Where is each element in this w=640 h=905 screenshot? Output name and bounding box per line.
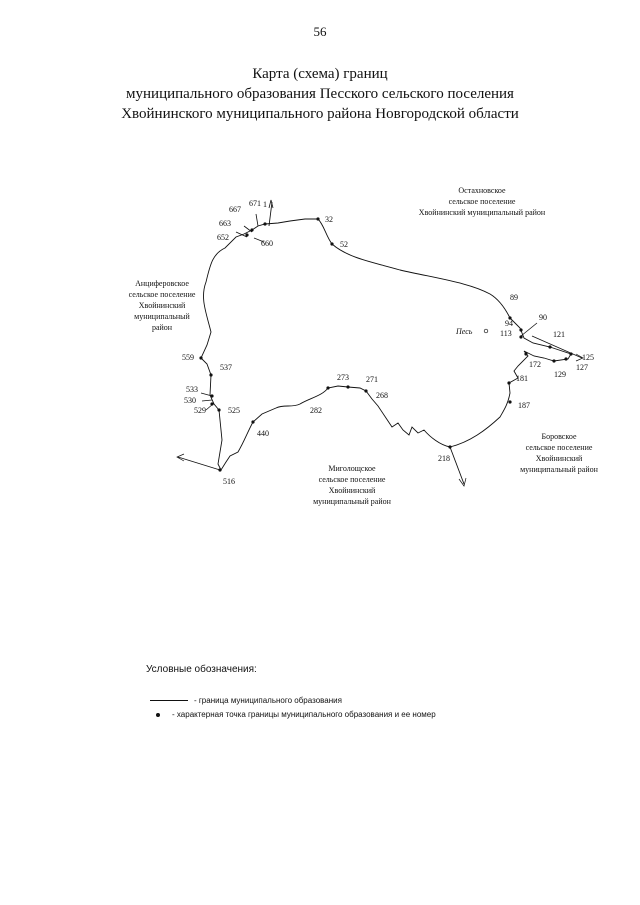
point-label-89: 89 xyxy=(510,293,518,302)
settlement-label: Песь xyxy=(456,327,473,336)
point-marker-533 xyxy=(210,394,213,397)
point-label-32: 32 xyxy=(325,215,333,224)
neighbor-east-line-2: сельское поселение xyxy=(525,443,593,452)
point-label-282: 282 xyxy=(310,406,322,415)
point-label-671: 671 xyxy=(249,199,261,208)
title-line-1: Карта (схема) границ xyxy=(252,66,388,82)
spur-90 xyxy=(521,323,537,336)
neighbor-west-line-3: Хвойнинский xyxy=(138,301,186,310)
point-marker-537 xyxy=(209,373,212,376)
point-label-533: 533 xyxy=(186,385,198,394)
point-label-90: 90 xyxy=(539,313,547,322)
point-marker-181 xyxy=(507,381,510,384)
legend-line-symbol xyxy=(150,700,188,701)
legend-boundary-text: - граница муниципального образования xyxy=(194,696,342,705)
legend-point-row xyxy=(150,710,436,719)
neighbor-south-line-2: сельское поселение xyxy=(318,475,386,484)
neighbor-west-line-4: муниципальный xyxy=(134,312,190,321)
title-line-3: Хвойнинского муниципального района Новгородской области xyxy=(121,106,519,122)
legend-heading: Условные обозначения: xyxy=(146,664,257,675)
neighbor-west-line-1: Анциферовское xyxy=(135,279,189,288)
neighbor-north-line-3: Хвойнинский муниципальный район xyxy=(418,208,546,217)
neighbor-south-label xyxy=(313,464,392,506)
point-marker-440 xyxy=(251,420,254,423)
point-label-525: 525 xyxy=(228,406,240,415)
point-label-181: 181 xyxy=(516,374,528,383)
point-label-52: 52 xyxy=(340,240,348,249)
point-label-667: 667 xyxy=(229,205,241,214)
legend-point-symbol xyxy=(156,713,160,717)
point-marker-652 xyxy=(245,233,248,236)
point-label-94: 94 xyxy=(505,319,513,328)
neighbor-south-line-3: Хвойнинский xyxy=(328,486,376,495)
neighbor-north-line-1: Остахновское xyxy=(458,186,506,195)
point-marker-516 xyxy=(218,468,221,471)
neighbor-north-label xyxy=(419,186,546,217)
point-marker-32 xyxy=(316,217,319,220)
point-label-127: 127 xyxy=(576,363,588,372)
point-label-663: 663 xyxy=(219,219,231,228)
legend-point-text: - характерная точка границы муниципального образования и ее номер xyxy=(172,710,436,719)
neighbor-west-line-2: сельское поселение xyxy=(128,290,196,299)
point-label-218: 218 xyxy=(438,454,450,463)
point-label-529: 529 xyxy=(194,406,206,415)
point-marker-273 xyxy=(346,385,349,388)
point-marker-268 xyxy=(364,389,367,392)
point-marker-525 xyxy=(217,408,220,411)
point-marker-121 xyxy=(548,345,551,348)
point-marker-529 xyxy=(210,402,213,405)
point-label-652: 652 xyxy=(217,233,229,242)
neighbor-west-label xyxy=(129,279,196,332)
settlement-marker xyxy=(484,329,488,333)
point-marker-218 xyxy=(448,445,451,448)
point-marker-129 xyxy=(552,359,555,362)
point-label-129: 129 xyxy=(554,370,566,379)
point-label-268: 268 xyxy=(376,391,388,400)
point-label-559: 559 xyxy=(182,353,194,362)
point-label-187: 187 xyxy=(518,401,530,410)
point-marker-1 xyxy=(263,222,266,225)
point-label-660: 660 xyxy=(261,239,273,248)
point-marker-125 xyxy=(569,352,572,355)
point-label-1: 1 xyxy=(263,200,267,209)
spur-667 xyxy=(256,214,258,226)
point-marker-52 xyxy=(330,242,333,245)
point-marker-282 xyxy=(326,386,329,389)
point-marker-559 xyxy=(199,356,202,359)
spur-125 xyxy=(532,336,582,358)
page-number: 56 xyxy=(313,24,327,39)
point-label-113: 113 xyxy=(500,329,512,338)
neighbor-west-line-5: район xyxy=(151,323,173,332)
point-marker-113 xyxy=(519,335,522,338)
boundary-points xyxy=(199,217,572,471)
point-marker-172 xyxy=(524,352,527,355)
south-spur-line xyxy=(450,447,464,484)
point-label-537: 537 xyxy=(220,363,232,372)
neighbor-south-line-4: муниципальный район xyxy=(313,497,391,506)
point-label-530: 530 xyxy=(184,396,196,405)
point-marker-187 xyxy=(508,400,511,403)
point-label-125: 125 xyxy=(582,353,594,362)
title-line-2: муниципального образования Песского сельского поселения xyxy=(126,86,514,102)
point-label-172: 172 xyxy=(529,360,541,369)
point-label-121: 121 xyxy=(553,330,565,339)
neighbor-south-line-1: Миголощское xyxy=(328,464,376,473)
point-label-271: 271 xyxy=(366,375,378,384)
neighbor-east-label xyxy=(520,432,599,474)
neighbor-east-line-1: Боровское xyxy=(541,432,577,441)
neighbor-east-line-3: Хвойнинский xyxy=(535,454,583,463)
neighbor-north-line-2: сельское поселение xyxy=(448,197,516,206)
neighbor-east-line-4: муниципальный район xyxy=(520,465,598,474)
point-label-516: 516 xyxy=(223,477,235,486)
point-marker-94 xyxy=(519,328,522,331)
spur-530 xyxy=(202,400,212,401)
southwest-spur-line xyxy=(178,457,220,470)
point-marker-667 xyxy=(250,228,253,231)
point-marker-127 xyxy=(564,357,567,360)
legend-boundary-row xyxy=(150,696,342,705)
point-label-273: 273 xyxy=(337,373,349,382)
point-label-440: 440 xyxy=(257,429,269,438)
